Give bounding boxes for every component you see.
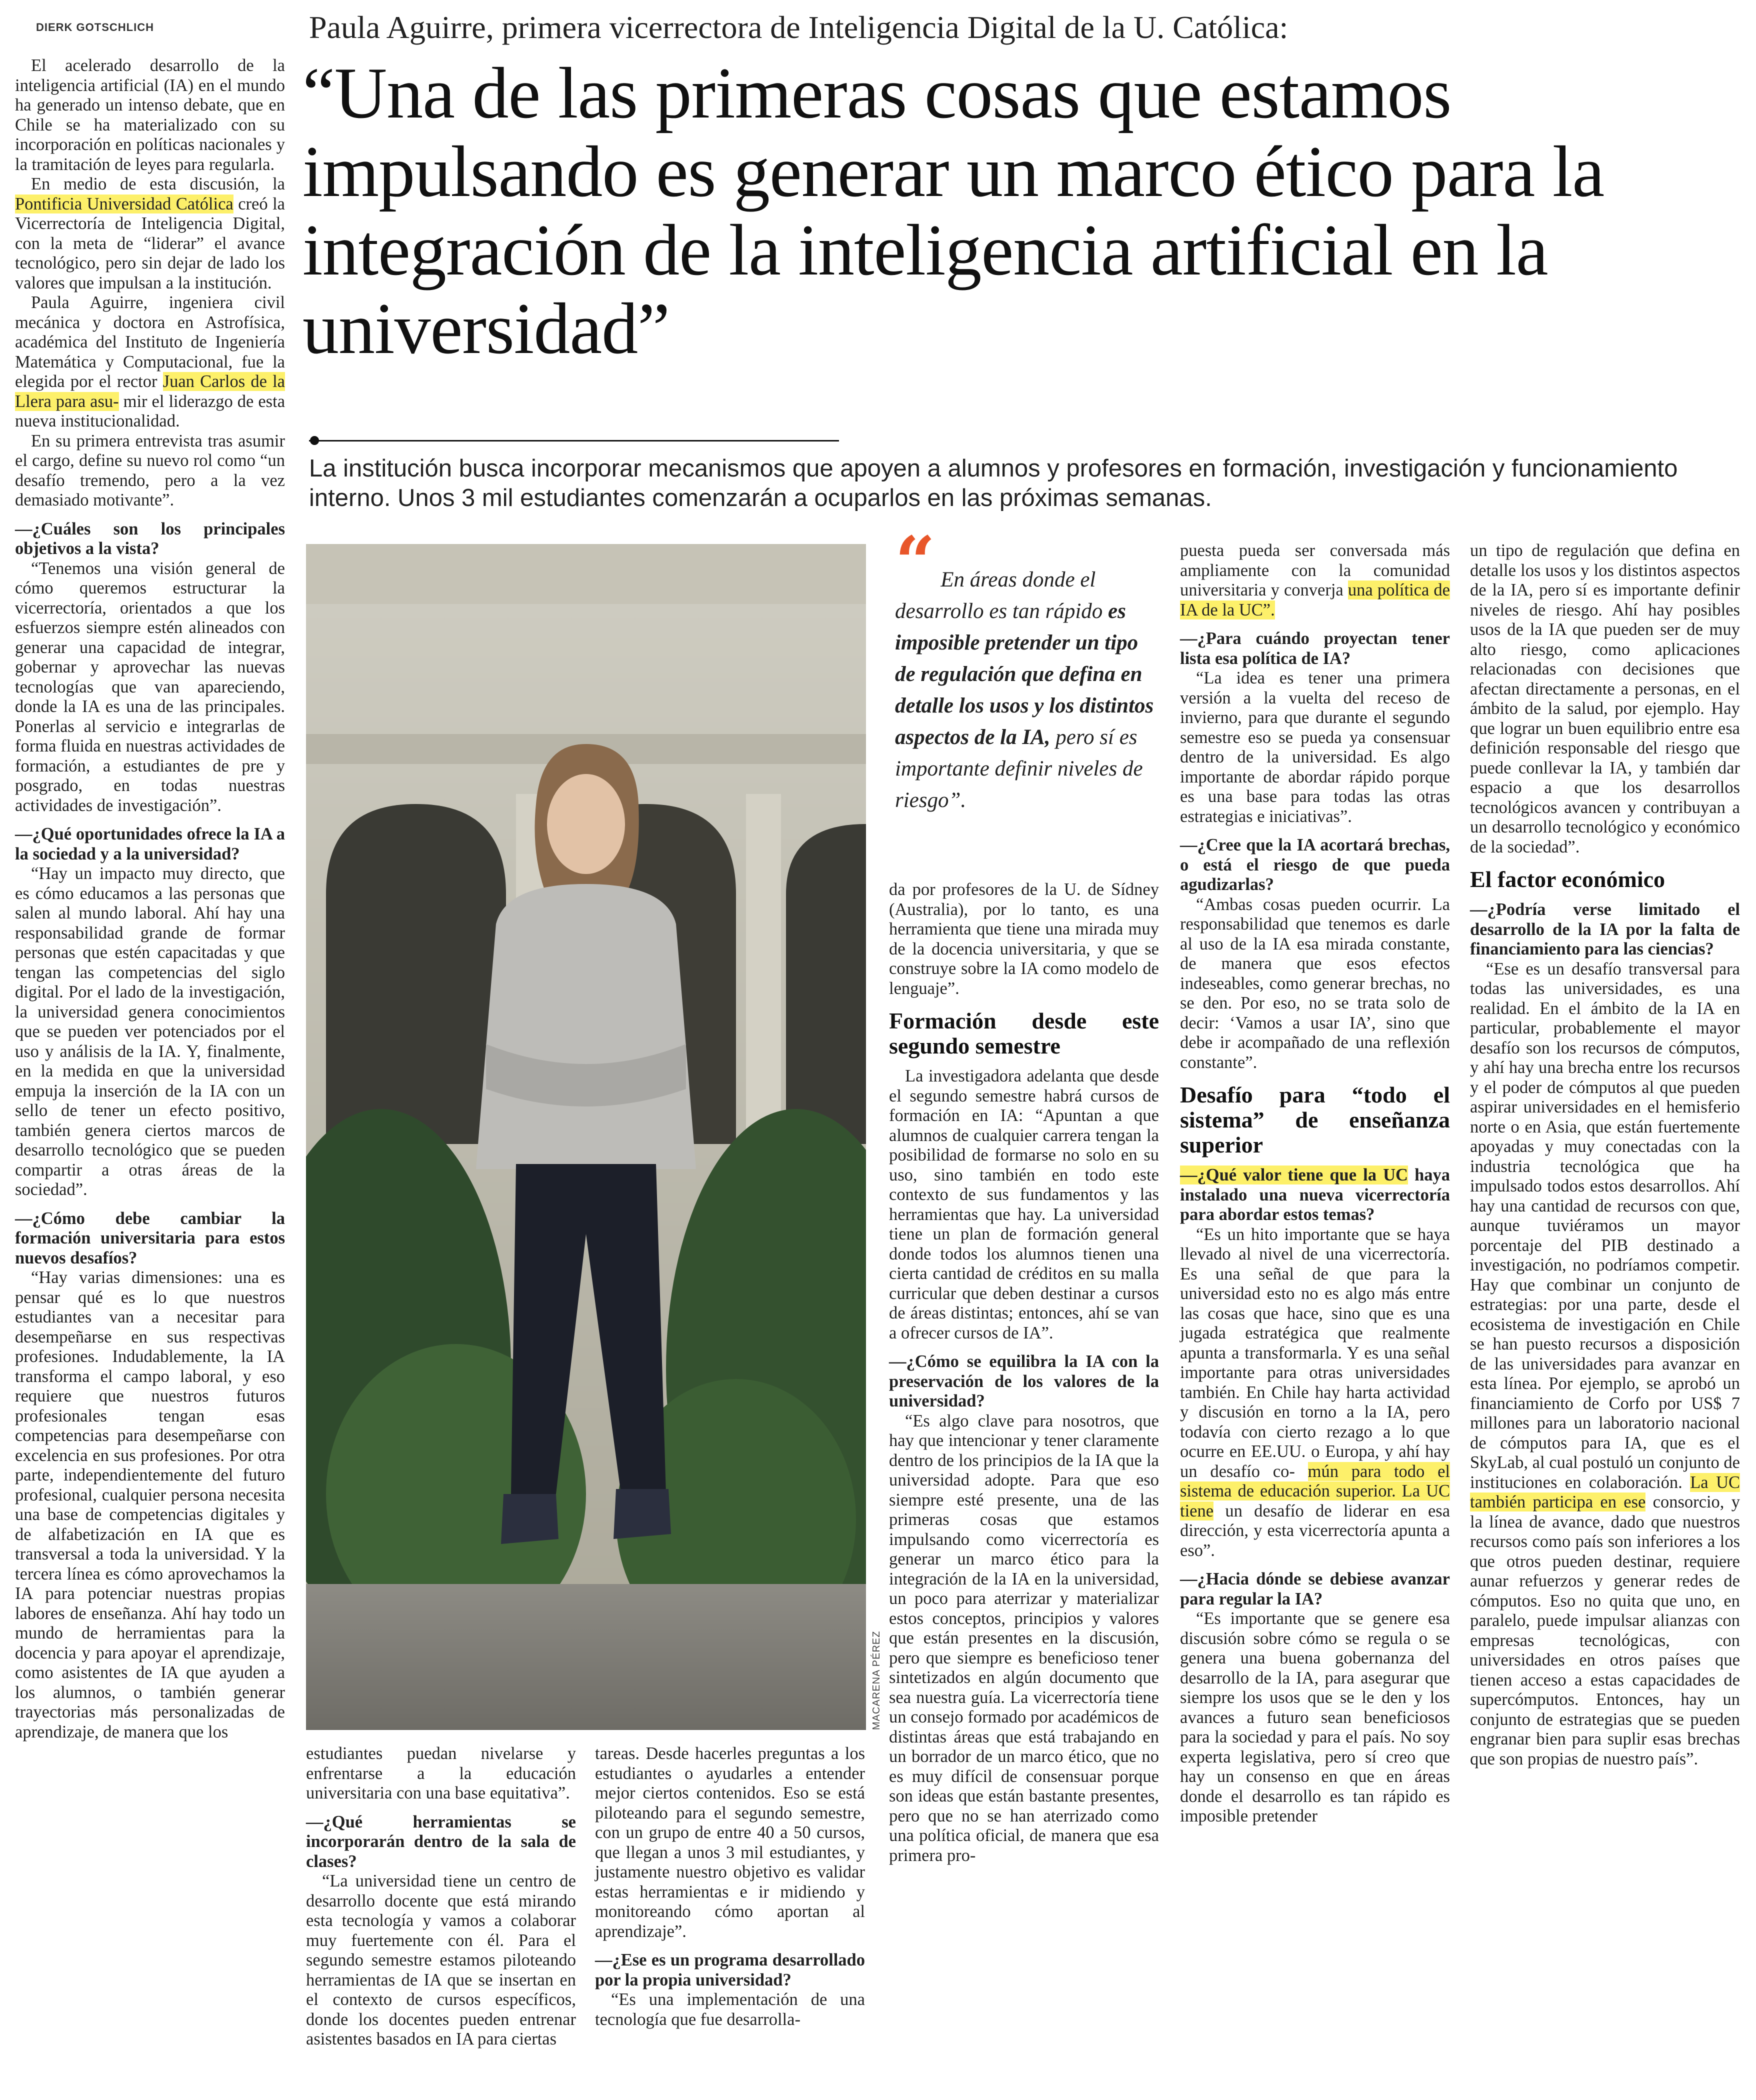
photo: [306, 544, 866, 1730]
paragraph: tareas. Desde hacerles preguntas a los estudiantes o ayudarles a entender mejor ciertos contenidos. Eso se está piloteando para el segundo semestre, con un grupo de entre 40 a 50 cursos, que llegan a unos 3 mil estudiantes, y justamente nuestro objetivo es validar estas herramientas e ir midiendo y monitoreando cómo aportan al aprendizaje”.: [595, 1744, 865, 1941]
paragraph: puesta pueda ser conversada más ampliamente con la comunidad universitaria y converja una política de IA de la UC”.: [1180, 541, 1450, 620]
question: —¿Podría verse limitado el desarrollo de la IA por la falta de financiamiento para las ciencias?: [1470, 900, 1740, 958]
pull-quote-tail: pero sí es importante definir niveles de riesgo”.: [895, 726, 1143, 812]
column-2-bottom: [306, 1744, 576, 2050]
answer: “Tenemos una visión general de cómo queremos estructurar la vicerrectoría, orientados a que los esfuerzos siempre estén alineados con generar una capacidad de integrar, gobernar y aprovechar las nuevas tecnologías que van apareciendo, donde la IA es una de las principales. Ponerlas al servicio e integrarlas de forma fluida en nuestras actividades de formación, a estudiantes de pre y posgrado, en todas nuestras actividades de investigación”.: [15, 558, 285, 815]
paragraph: un tipo de regulación que defina en detalle los usos y los distintos aspectos de la IA, pero sí es importante definir niveles de riesgo. Ahí hay posibles usos de la IA que pueden ser de muy alto riesgo, como aplicaciones relacionadas con decisiones que afectan directamente a personas, en el ámbito de la salud, por ejemplo. Hay que lograr un buen equilibrio entre esa definición responsable del riesgo que puede conllevar la IA, y también dar espacio a que los desarrollos tecnológicos avancen y contribuyan a un desarrollo tecnológico y económico de la sociedad”.: [1470, 541, 1740, 856]
highlight: —¿Qué valor tiene que la UC: [1180, 1166, 1408, 1184]
answer: “La idea es tener una primera versión a la vuelta del receso de invierno, para que durante el segundo semestre eso se pueda ya consensuar dentro de la universidad. Es algo importante de abordar rápido porque es una base para todas las otras estrategias e iniciativas”.: [1180, 668, 1450, 826]
highlight: La UC también participa en ese: [1470, 1472, 1740, 1512]
answer: “Hay varias dimensiones: una es pensar qué es lo que nuestros estudiantes van a necesitar para desempeñarse en sus respectivas profesiones. Indudablemente, la IA transforma el campo laboral, y eso requiere que nuestros futuros profesionales tengan esas competencias para desempeñarse con excelencia en sus profesiones. Por otra parte, independientemente del futuro profesional, cualquier persona necesita una base de competencias digitales y de alfabetización en IA que es transversal a toda la universidad. Y la tercera línea es cómo aprovechamos la IA para potenciar nuestras propias labores de enseñanza. Ahí hay todo un mundo de herramientas para la docencia y para apoyar el aprendizaje, como asistentes de IA que ayuden a los alumnos, o también generar trayectorias más personalizadas de aprendizaje, de manera que los: [15, 1268, 285, 1742]
paragraph: El acelerado desarrollo de la inteligencia artificial (IA) en el mundo ha generado un intenso debate, que en Chile se ha materializado con su incorporación en políticas nacionales y la tramitación de leyes para regularla.: [15, 56, 285, 174]
question: —¿Qué oportunidades ofrece la IA a la sociedad y a la universidad?: [15, 824, 285, 864]
answer: “Es algo clave para nosotros, que hay que intencionar y tener claramente dentro de los principios de la IA que la universidad adopte. Para que eso siempre esté presente, una de las primeras cosas que estamos impulsando como vicerrectoría es generar un marco ético para la integración de la IA en la universidad, un poco para aterrizar y materializar estos conceptos, principios y valores que están presentes en la discusión, pero que siempre es beneficioso tener sintetizados en algún documento que sea nuestra guía. La vicerrectoría tiene un consejo formado por académicos de distintas áreas que está trabajando en un borrador de un marco ético, que no es muy difícil de consensuar porque son ideas que están bastante presentes, pero que no se han aterrizado como una política oficial, de manera que esa primera pro-: [889, 1411, 1159, 1865]
question: —¿Qué herramientas se incorporarán dentro de la sala de clases?: [306, 1812, 576, 1871]
paragraph: En su primera entrevista tras asumir el cargo, define su nuevo rol como “un desafío tremendo, pero a la vez demasiado motivante”.: [15, 431, 285, 510]
highlight: una política de IA de la UC”.: [1180, 580, 1450, 620]
question: —¿Qué valor tiene que la UC haya instalado una nueva vicerrectoría para abordar estos temas?: [1180, 1166, 1450, 1224]
column-5: [1470, 541, 1740, 1769]
pull-quote-bold: es imposible pretender un tipo de regulación que defina en detalle los usos y los distintos aspectos de la IA,: [895, 600, 1154, 749]
column-3-bottom: [595, 1744, 865, 2030]
answer: “Ambas cosas pueden ocurrir. La responsabilidad que tenemos es darle al uso de la IA esa mirada constante, de manera que esos efectos indeseables, como generar brechas, no se den. Por eso, no se trata solo de decir: ‘Vamos a usar IA’, sino que debe ir acompañado de una reflexión constante”.: [1180, 894, 1450, 1072]
answer: “Ese es un desafío transversal para todas las universidades, es una realidad. En el ámbito de la IA en particular, probablemente el mayor desafío son los recursos de cómputos, y ahí hay una brecha entre los recursos y el poder de cómputos al que pueden aspirar universidades en el hemisferio norte o en Asia, que están fuertemente apoyadas y muy conectadas con la industria tecnológica que ha impulsado todos estos desarrollos. Ahí hay una cantidad de recursos con que, aunque tuviéramos un mayor porcentaje del PIB destinado a investigación, no podríamos competir. Hay que combinar un conjunto de estrategias: por una parte, desde el ecosistema de investigación en Chile se han puesto recursos a disposición de las universidades para avanzar en esta línea. Por ejemplo, se aprobó un financiamiento de Corfo por US$ 7 millones para un laboratorio nacional de cómputos para IA, que es el SkyLab, al cual postuló un conjunto de instituciones en colaboración. La UC también participa en ese consorcio, y la línea de avance, dado que nuestros recursos como país son inferiores a los que otros pueden destinar, requiere aunar refuerzos y generar redes de cómputos. Eso no quita que uno, en paralelo, puede impulsar alianzas con empresas tecnológicas, con universidades en otros países que tienen acceso a estas capacidades de supercómputos. Entonces, hay un conjunto de estrategias que se pueden engranar bien para suplir esas brechas que son propias de nuestro país”.: [1470, 959, 1740, 1768]
photo-illustration: [306, 544, 866, 1730]
photo-credit: MACARENA PÉREZ: [871, 1630, 882, 1730]
question: —¿Hacia dónde se debiese avanzar para regular la IA?: [1180, 1570, 1450, 1608]
column-4: [1180, 541, 1450, 1826]
paragraph: La investigadora adelanta que desde el segundo semestre habrá cursos de formación en IA: “Apuntan a que alumnos de cualquier carrera tengan la posibilidad de formarse no solo en su uso, sino también en todo este contexto de sus fundamentos y las herramientas que hay. La universidad tiene un plan de formación general donde todos los alumnos tienen una cierta cantidad de créditos en su malla curricular que deben destinar a cursos de áreas distintas; entonces, ahí se van a ofrecer cursos de IA”.: [889, 1066, 1159, 1342]
paragraph: En medio de esta discusión, la Pontificia Universidad Católica creó la Vicerrectoría de Inteligencia Digital, con la meta de “liderar” el avance tecnológico, pero sin dejar de lado los valores que impulsan a la institución.: [15, 174, 285, 292]
section-heading: El factor económico: [1470, 866, 1666, 892]
pull-quote: [895, 522, 1162, 816]
question: —¿Cuáles son los principales objetivos a la vista?: [15, 519, 285, 558]
answer: “Es una implementación de una tecnología que fue desarrolla-: [595, 1990, 865, 2029]
question: —¿Cómo se equilibra la IA con la preservación de los valores de la universidad?: [889, 1352, 1159, 1410]
question: —¿Cree que la IA acortará brechas, o está el riesgo de que pueda agudizarlas?: [1180, 836, 1450, 894]
byline: DIERK GOTSCHLICH: [36, 21, 154, 34]
column-3: [889, 880, 1159, 1866]
answer: “Hay un impacto muy directo, que es cómo educamos a las personas que salen al mundo laboral. Ahí hay una responsabilidad grande de formar personas que estén capacitadas y que tengan las competencias del siglo digital. Por el lado de la investigación, la universidad genera conocimientos que se pueden ver potenciados por el uso y análisis de la IA. Y, finalmente, en la medida en que la universidad empuja la inserción de la IA con un sello de tener un efecto positivo, también genera ciertos marcos de desarrollo tecnológico que se pueden compartir a otras áreas de la sociedad”.: [15, 864, 285, 1199]
subtitle: La institución busca incorporar mecanismos que apoyen a alumnos y profesores en formación, investigación y funcionamiento interno. Unos 3 mil estudiantes comenzarán a ocuparlos en las próximas semanas.: [309, 455, 1678, 512]
paragraph: da por profesores de la U. de Sídney (Australia), por lo tanto, es una herramienta que tiene una mirada muy de la docencia universitaria, y que se construye sobre la IA como modelo de lenguaje”.: [889, 880, 1159, 998]
answer: “Es importante que se genere esa discusión sobre cómo se regula o se genera una buena gobernanza del desarrollo de la IA, para asegurar que siempre los usos que se le den y los avances a futuro sean beneficiosos para la sociedad y para el país. No soy experta legislativa, pero sí creo que hay un consenso en que en áreas donde el desarrollo es tan rápido es imposible pretender: [1180, 1609, 1450, 1826]
headline: “Una de las primeras cosas que estamos impulsando es generar un marco ético para la integración de la inteligencia artificial en la universidad”: [302, 52, 1604, 369]
highlight: mún para todo el sistema de educación superior. La UC tiene: [1180, 1462, 1450, 1520]
question: —¿Para cuándo proyectan tener lista esa política de IA?: [1180, 629, 1450, 668]
quote-mark-icon: “: [895, 522, 936, 604]
section-heading: Formación desde este segundo semestre: [889, 1008, 1159, 1058]
kicker: Paula Aguirre, primera vicerrectora de Inteligencia Digital de la U. Católica:: [309, 10, 1288, 45]
photo-credit-wrap: [871, 1590, 886, 1730]
headline-rule: [309, 440, 839, 442]
pull-quote-intro: En áreas donde el desarrollo es tan rápido: [895, 568, 1103, 623]
answer: “La universidad tiene un centro de desarrollo docente que está mirando esta tecnología y vamos a colaborar muy fuertemente con él. Para el segundo semestre estamos piloteando herramientas de IA que se insertan en el contexto de cursos específicos, donde los docentes pueden entrenar asistentes basados en IA para ciertas: [306, 1872, 576, 2048]
bullet-dot: [310, 436, 319, 445]
answer: “Es un hito importante que se haya llevado al nivel de una vicerrectoría. Es una señal de que para la universidad esto no es algo más entre las cosas que hace, sino que es una jugada estratégica que realmente apunta a transformarla. Y es una señal importante para otras universidades también. En Chile hay harta actividad y discusión en torno a la IA, pero todavía con cierto rezago a lo que ocurre en EE.UU. o Europa, y ahí hay un desafío co- mún para todo el sistema de educación superior. La UC tiene un desafío de liderar en esa dirección, y esta vicerrectoría apunta a eso”.: [1180, 1224, 1450, 1560]
highlight: Juan Carlos de la Llera para asu-: [15, 372, 285, 411]
column-1: [15, 56, 285, 1742]
question: —¿Ese es un programa desarrollado por la propia universidad?: [595, 1950, 865, 1990]
paragraph: estudiantes puedan nivelarse y enfrentarse a la educación universitaria con una base equitativa”.: [306, 1744, 576, 1802]
question: —¿Cómo debe cambiar la formación universitaria para estos nuevos desafíos?: [15, 1208, 285, 1268]
paragraph: Paula Aguirre, ingeniera civil mecánica y doctora en Astrofísica, académica del Instituto de Ingeniería Matemática y Computacional, fue la elegida por el rector Juan Carlos de la Llera para asu- mir el liderazgo de esta nueva institucionalidad.: [15, 293, 286, 430]
section-heading: Desafío para “todo el sistema” de enseñanza superior: [1180, 1082, 1450, 1158]
highlight: Pontificia Universidad Católica: [15, 194, 234, 214]
